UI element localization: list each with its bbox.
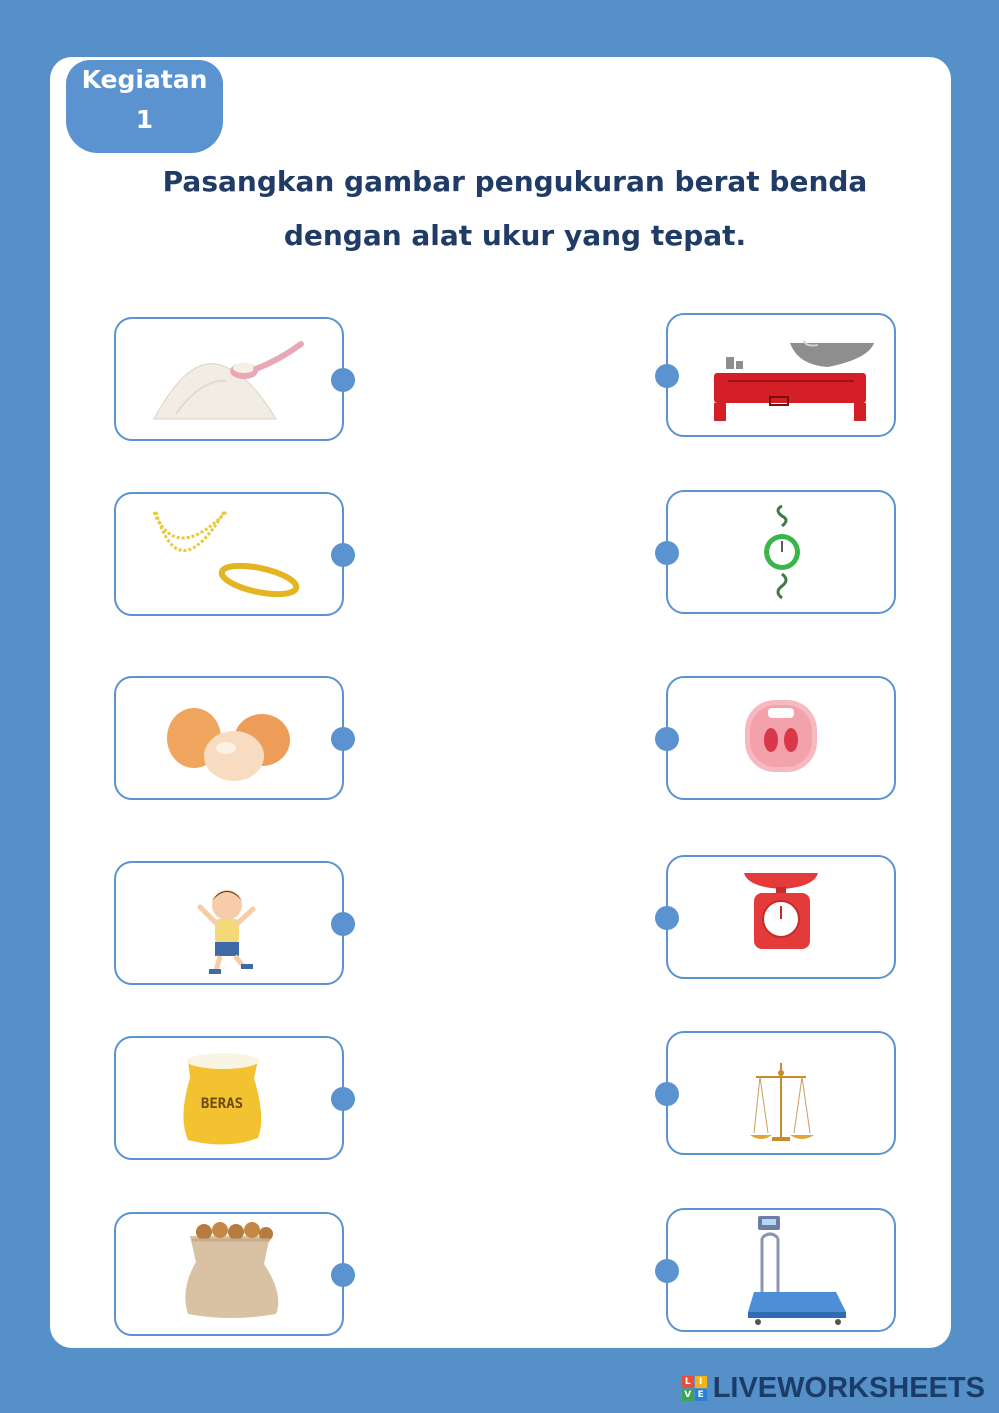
- right-card-kitchen-scale: [666, 855, 896, 979]
- rice-sack-icon: [116, 1038, 342, 1158]
- left-card-potato-sack: [114, 1212, 344, 1336]
- liveworksheets-logo-icon: [682, 1376, 707, 1401]
- left-connector-dot-3[interactable]: [331, 727, 355, 751]
- instruction-text: [100, 155, 930, 263]
- logo-letter-l: L: [682, 1376, 694, 1388]
- bathroom-scale-icon: [668, 678, 894, 798]
- liveworksheets-footer[interactable]: [682, 1370, 985, 1406]
- counter-scale-icon: [668, 315, 894, 435]
- gold-jewelry-icon: [116, 494, 342, 614]
- right-connector-dot-4[interactable]: [655, 906, 679, 930]
- activity-badge: [66, 60, 223, 153]
- rice-sack-label: BERAS: [200, 1096, 244, 1112]
- right-card-bathroom-scale: [666, 676, 896, 800]
- right-connector-dot-6[interactable]: [655, 1259, 679, 1283]
- right-card-balance-scale: [666, 1031, 896, 1155]
- instruction-line-1: Pasangkan gambar pengukuran berat benda: [162, 165, 868, 198]
- potato-sack-icon: [116, 1214, 342, 1334]
- brand-name: LIVEWORKSHEETS: [712, 1371, 985, 1404]
- left-card-child: [114, 861, 344, 985]
- logo-letter-v: V: [682, 1389, 694, 1401]
- kitchen-dial-scale-icon: [668, 857, 894, 977]
- badge-line-1: Kegiatan: [81, 65, 208, 94]
- instruction-line-2: dengan alat ukur yang tepat.: [283, 219, 747, 252]
- logo-letter-i: I: [695, 1376, 707, 1388]
- right-connector-dot-5[interactable]: [655, 1082, 679, 1106]
- right-card-spring-scale: [666, 490, 896, 614]
- left-card-rice: [114, 1036, 344, 1160]
- right-connector-dot-1[interactable]: [655, 364, 679, 388]
- right-connector-dot-3[interactable]: [655, 727, 679, 751]
- balance-scale-icon: [668, 1033, 894, 1153]
- right-card-counter-scale: [666, 313, 896, 437]
- left-card-eggs: [114, 676, 344, 800]
- platform-scale-icon: [668, 1210, 894, 1330]
- eggs-icon: [116, 678, 342, 798]
- left-card-flour: [114, 317, 344, 441]
- left-connector-dot-6[interactable]: [331, 1263, 355, 1287]
- child-icon: [116, 863, 342, 983]
- badge-line-2: 1: [135, 105, 154, 134]
- logo-letter-e: E: [695, 1389, 707, 1401]
- right-connector-dot-2[interactable]: [655, 541, 679, 565]
- left-connector-dot-1[interactable]: [331, 368, 355, 392]
- flour-pile-spoon-icon: [116, 319, 342, 439]
- left-connector-dot-2[interactable]: [331, 543, 355, 567]
- right-card-platform-scale: [666, 1208, 896, 1332]
- left-connector-dot-5[interactable]: [331, 1087, 355, 1111]
- left-card-jewelry: [114, 492, 344, 616]
- left-connector-dot-4[interactable]: [331, 912, 355, 936]
- hanging-spring-scale-icon: [668, 492, 894, 612]
